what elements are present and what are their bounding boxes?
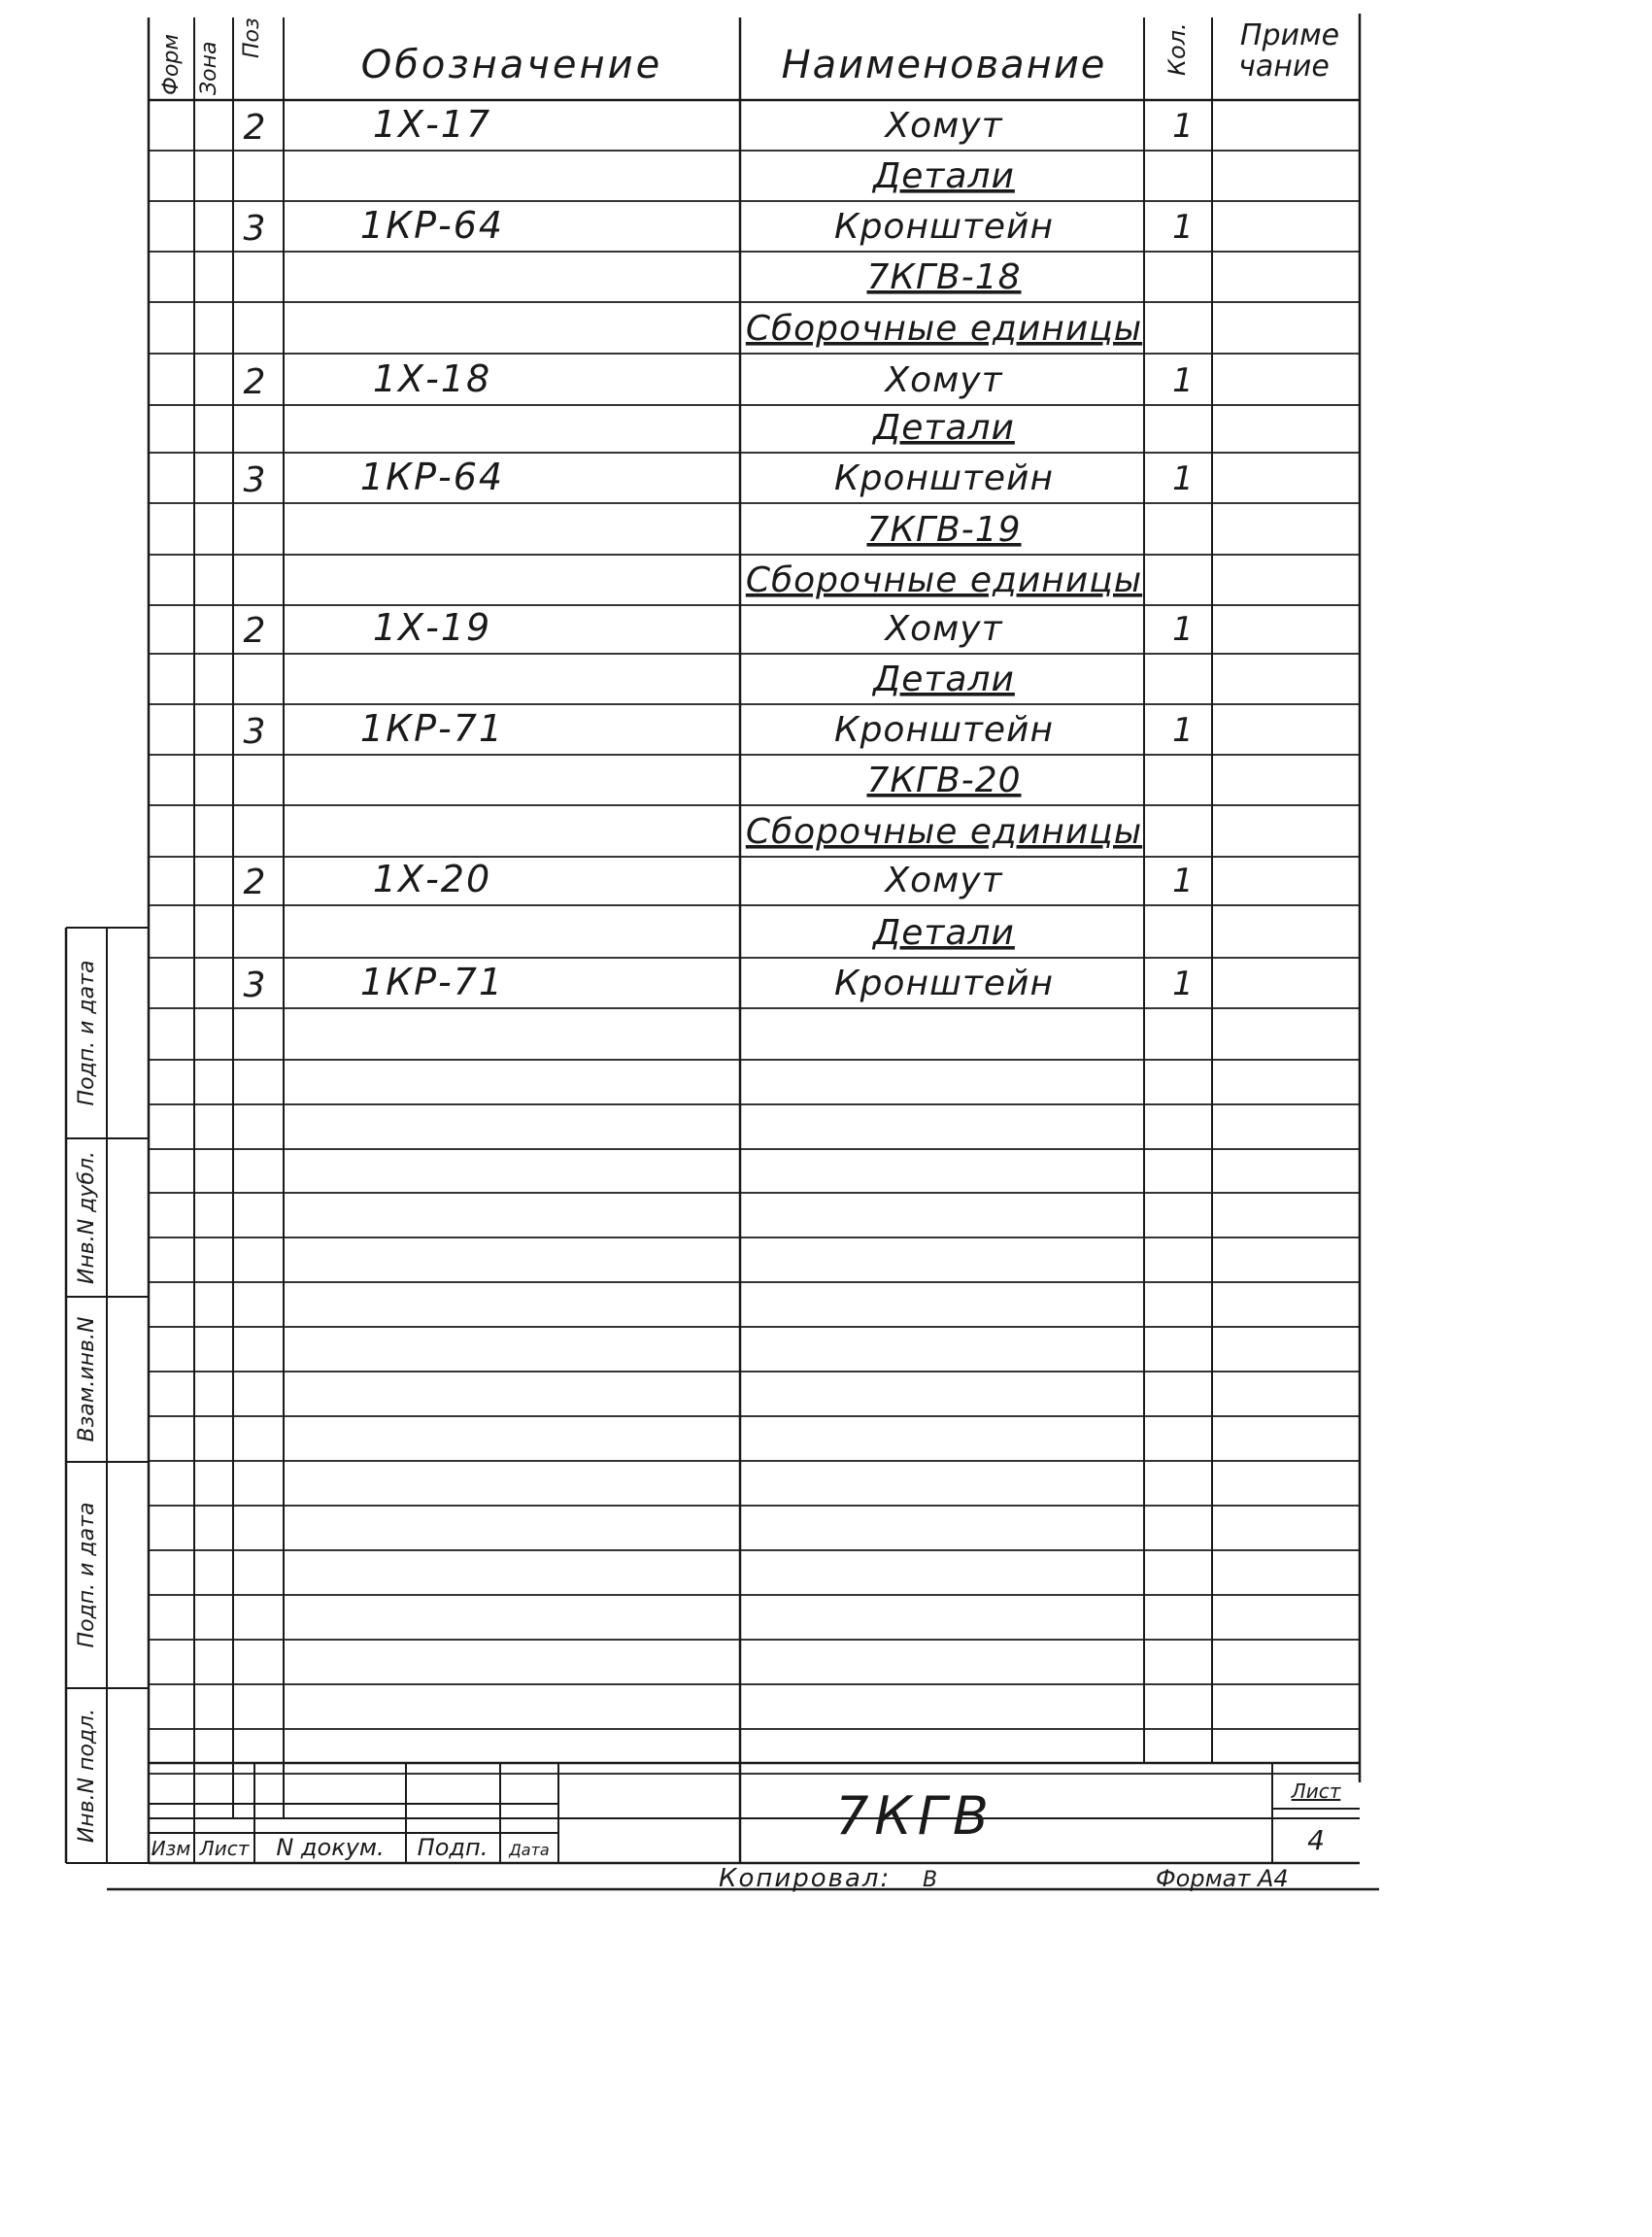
row-name: Детали [873,913,1015,953]
row-pos: 2 [243,362,266,402]
row-pos: 3 [243,209,266,249]
header-format: Форм [159,34,184,95]
row-name: Хомут [885,861,1003,900]
row-pos: 3 [243,712,266,752]
title-podp: Подп. [417,1834,489,1861]
row-designation: 1КР-64 [359,204,505,247]
row-qty: 1 [1172,361,1194,400]
side-stamp-label: Подп. и дата [75,960,99,1106]
title-ndokum: N докум. [276,1834,385,1861]
row-name: Кронштейн [834,710,1054,750]
row-name: Детали [873,156,1015,196]
row-pos: 2 [243,108,266,148]
row-pos: 3 [243,460,266,500]
row-designation: 1Х-18 [372,357,492,400]
row-name: Кронштейн [834,207,1054,247]
footer-copied: Копировал: [719,1864,892,1893]
row-name: Хомут [885,609,1003,649]
row-name: Хомут [885,106,1003,146]
row-qty: 1 [1172,459,1194,498]
row-designation: 1КР-64 [359,456,505,498]
side-stamp-label: Инв.N дубл. [75,1150,99,1285]
row-pos: 2 [243,863,266,902]
row-qty: 1 [1172,107,1194,146]
row-pos: 3 [243,966,266,1005]
title-sheet-label: Лист [1291,1779,1341,1803]
header-zone: Зона [197,41,221,95]
footer-copied-sign: В [923,1868,938,1892]
row-name: 7КГВ-18 [866,257,1022,297]
row-qty: 1 [1172,862,1194,900]
row-name: Сборочные единицы [745,812,1143,852]
header-name: Наименование [781,43,1107,87]
row-designation: 1Х-17 [372,103,492,146]
title-sheet-no: 4 [1307,1824,1325,1856]
row-name: Детали [873,408,1015,448]
row-name: Сборочные единицы [745,560,1143,600]
side-stamp-label: Взам.инв.N [75,1316,99,1442]
side-stamp-label: Инв.N подл. [75,1708,99,1844]
header-designation: Обозначение [360,43,663,87]
side-stamp-label: Подп. и дата [75,1502,99,1648]
row-designation: 1КР-71 [359,961,505,1003]
row-qty: 1 [1172,208,1194,247]
row-qty: 1 [1172,711,1194,750]
row-designation: 1Х-20 [372,858,492,900]
row-name: 7КГВ-20 [866,761,1022,800]
title-data: Дата [509,1841,550,1859]
row-designation: 1КР-71 [359,707,505,750]
title-izm: Изм [151,1837,191,1860]
title-code: 7КГВ [835,1785,995,1847]
header-note-1: Приме [1239,18,1340,52]
row-name: 7КГВ-19 [866,510,1022,550]
row-designation: 1Х-19 [372,606,492,649]
row-qty: 1 [1172,965,1194,1003]
row-name: Хомут [885,360,1003,400]
row-name: Детали [873,660,1015,699]
title-list: Лист [199,1837,250,1860]
row-qty: 1 [1172,610,1194,649]
header-qty: Кол. [1163,22,1191,76]
header-pos: Поз [240,17,264,58]
row-name: Кронштейн [834,964,1054,1003]
row-name: Кронштейн [834,458,1054,498]
footer-format: Формат А4 [1156,1865,1289,1892]
row-name: Сборочные единицы [745,309,1143,349]
header-note-2: чание [1238,50,1330,84]
row-pos: 2 [243,611,266,651]
